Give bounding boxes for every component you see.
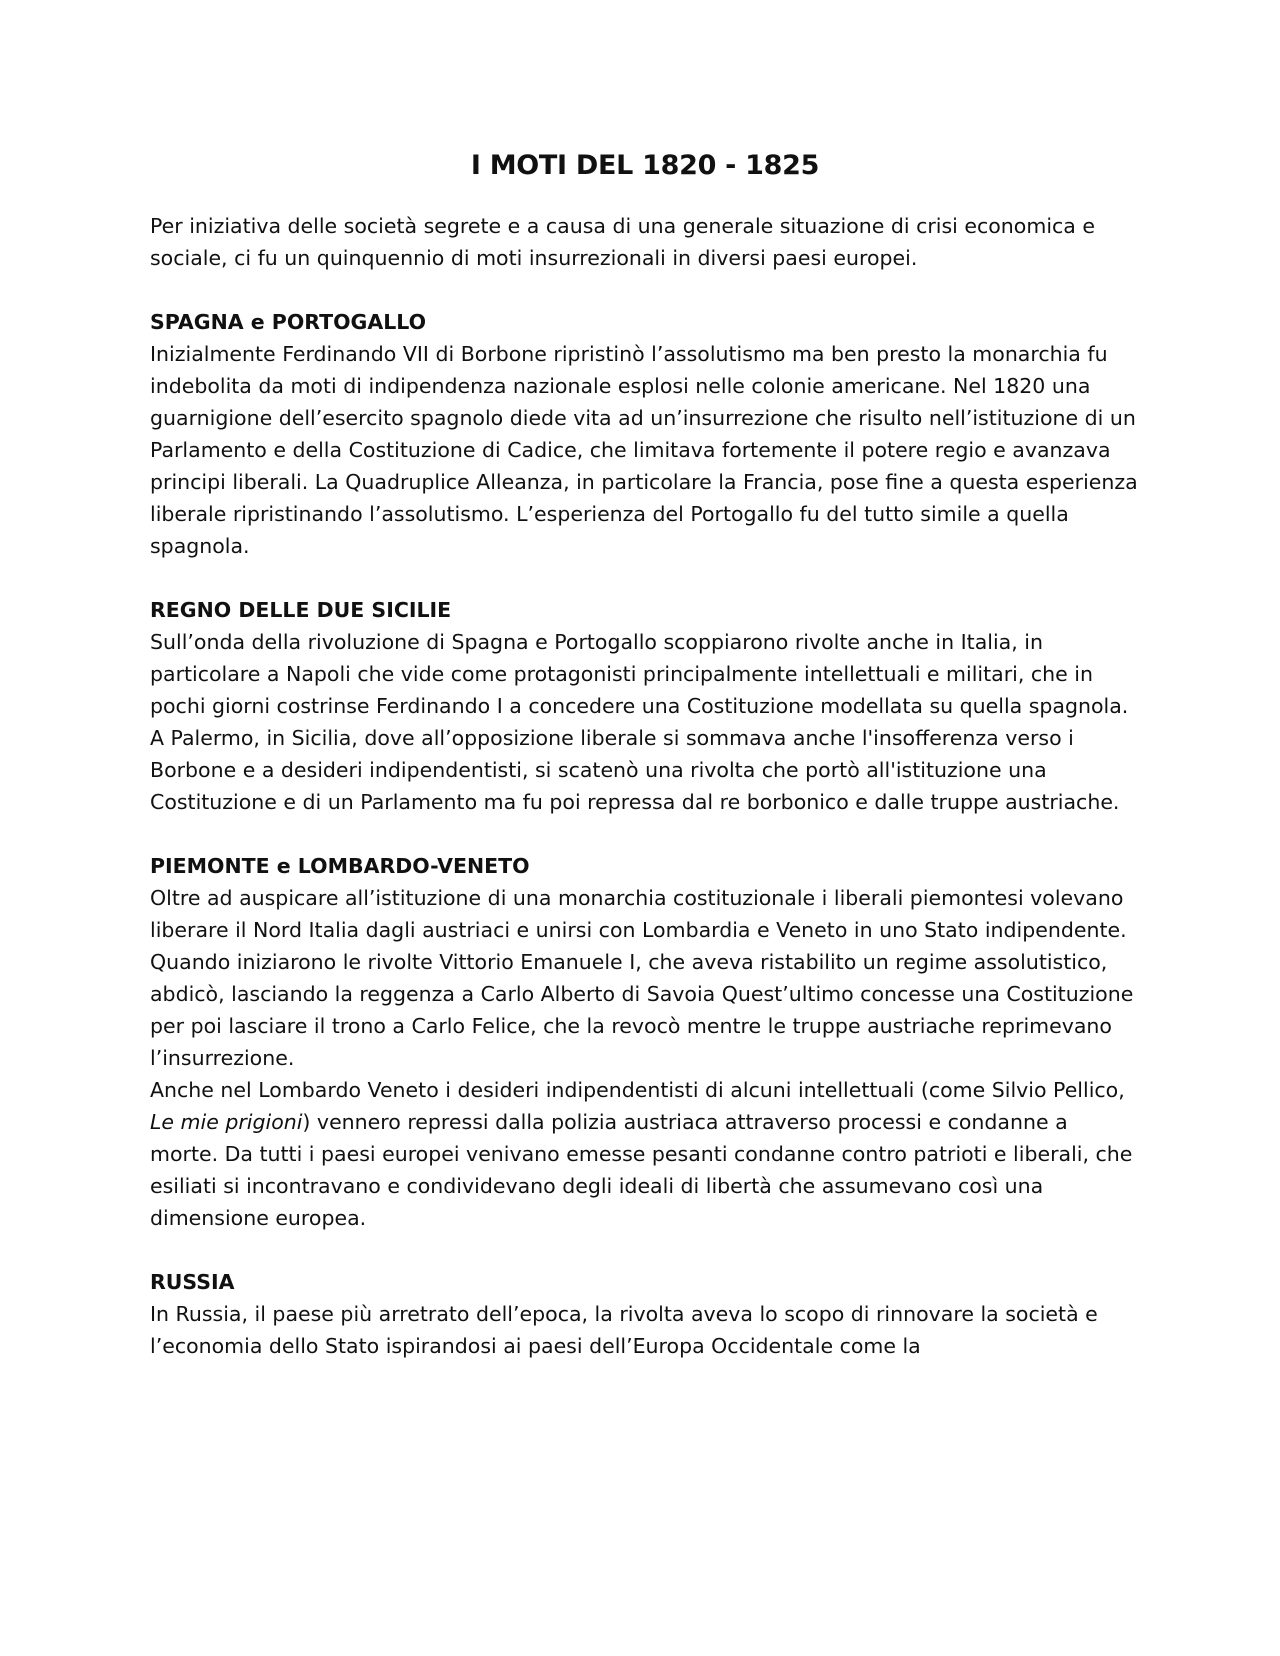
intro-paragraph: Per iniziativa delle società segrete e a causa di una generale situazione di crisi economica e sociale, ci fu un quinquennio di moti insurrezionali in diversi paesi europei.: [150, 214, 1095, 270]
section-heading: PIEMONTE e LOMBARDO-VENETO: [150, 854, 530, 878]
section-russia: [150, 1266, 1140, 1362]
section-body-continued: [150, 1074, 1140, 1234]
section-heading: SPAGNA e PORTOGALLO: [150, 310, 427, 334]
book-title: Le mie prigioni: [150, 1110, 303, 1134]
section-body: Oltre ad auspicare all’istituzione di una monarchia costituzionale i liberali piemontesi volevano liberare il Nord Italia dagli austriaci e unirsi con Lombardia e Veneto in uno Stato indipendente. Quando iniziarono le rivolte Vittorio Emanuele I, che aveva ristabilito un regime assolutistico, abdicò, lasciando la reggenza a Carlo Alberto di Savoia Quest’ultimo concesse una Costituzione per poi lasciare il trono a Carlo Felice, che la revocò mentre le truppe austriache reprimevano l’insurrezione.: [150, 886, 1134, 1070]
section-piemonte-lombardo-veneto: [150, 850, 1140, 1234]
body-text: ) vennero repressi dalla polizia austriaca attraverso processi e condanne a morte. Da tutti i paesi europei venivano emesse pesanti condanne contro patrioti e liberali, che esiliati si incontravano e condividevano degli ideali di libertà che assumevano così una dimensione europea.: [150, 1110, 1133, 1230]
section-body: Sull’onda della rivoluzione di Spagna e Portogallo scoppiarono rivolte anche in Italia, in particolare a Napoli che vide come protagonisti principalmente intellettuali e militari, che in pochi giorni costrinse Ferdinando I a concedere una Costituzione modellata su quella spagnola. A Palermo, in Sicilia, dove all’opposizione liberale si sommava anche l'insofferenza verso i Borbone e a desideri indipendentisti, si scatenò una rivolta che portò all'istituzione una Costituzione e di un Parlamento ma fu poi repressa dal re borbonico e dalle truppe austriache.: [150, 630, 1129, 814]
section-heading: REGNO DELLE DUE SICILIE: [150, 598, 452, 622]
body-text: Anche nel Lombardo Veneto i desideri indipendentisti di alcuni intellettuali (come Silvio Pellico,: [150, 1078, 1125, 1102]
section-body: In Russia, il paese più arretrato dell’epoca, la rivolta aveva lo scopo di rinnovare la società e l’economia dello Stato ispirandosi ai paesi dell’Europa Occidentale come la: [150, 1302, 1098, 1358]
section-due-sicilie: [150, 594, 1140, 818]
document-page: [150, 148, 1140, 1362]
section-heading: RUSSIA: [150, 1270, 235, 1294]
section-body: Inizialmente Ferdinando VII di Borbone ripristinò l’assolutismo ma ben presto la monarchia fu indebolita da moti di indipendenza nazionale esplosi nelle colonie americane. Nel 1820 una guarnigione dell’esercito spagnolo diede vita ad un’insurrezione che risulto nell’istituzione di un Parlamento e della Costituzione di Cadice, che limitava fortemente il potere regio e avanzava principi liberali. La Quadruplice Alleanza, in particolare la Francia, pose fine a questa esperienza liberale ripristinando l’assolutismo. L’esperienza del Portogallo fu del tutto simile a quella spagnola.: [150, 342, 1138, 558]
section-spagna-portogallo: [150, 306, 1140, 562]
page-title: I MOTI DEL 1820 - 1825: [470, 150, 820, 181]
